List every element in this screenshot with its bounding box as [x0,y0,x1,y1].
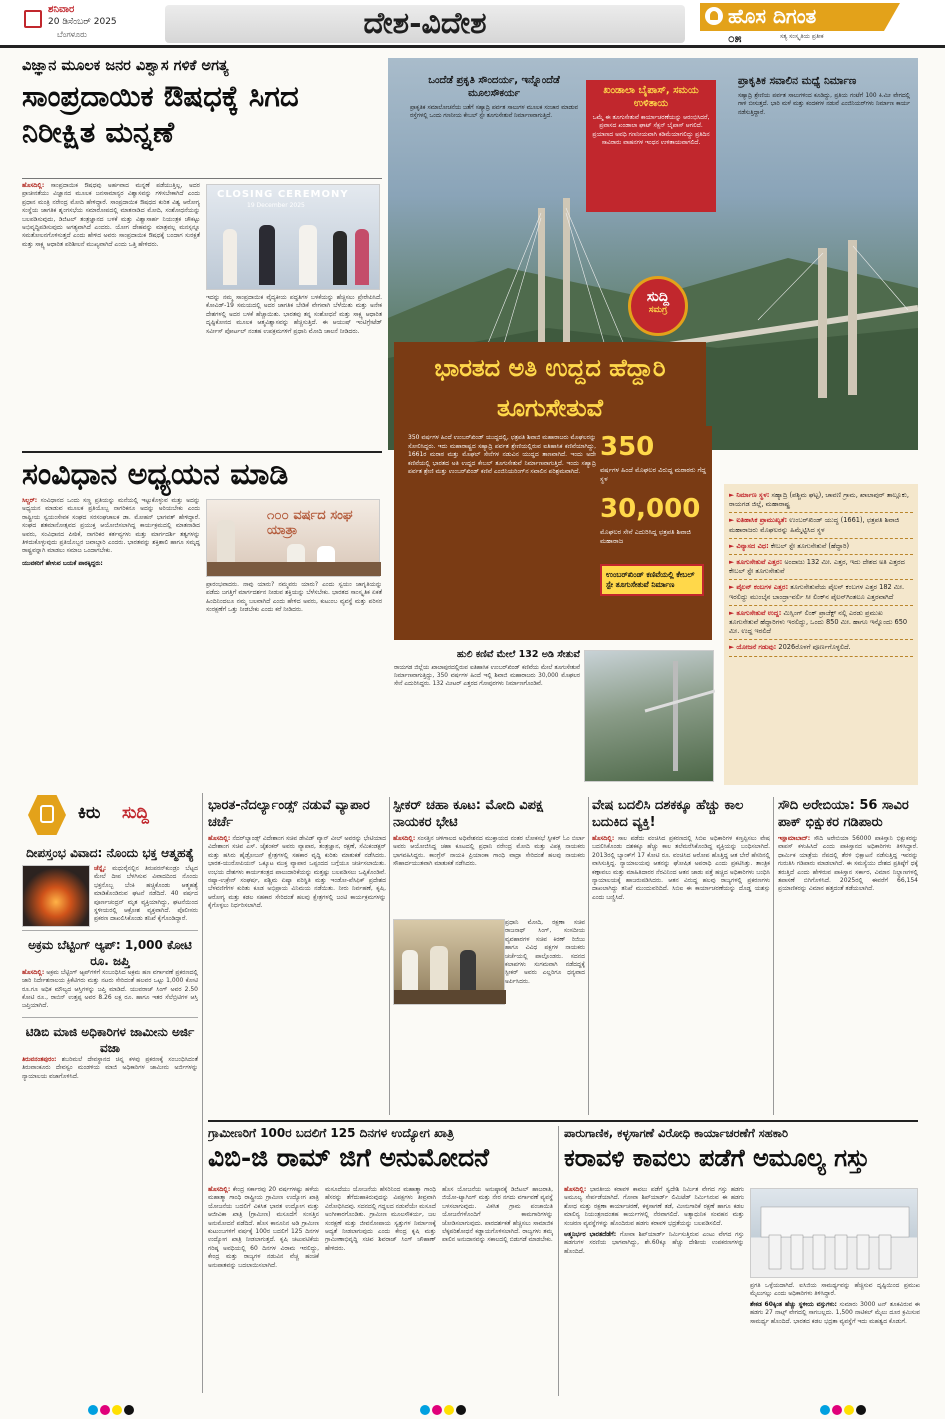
info-label: ನಿರ್ಮಾಣ ಸ್ಥಳ: [736,491,770,499]
story-kicker: ಪಾರುಗಾಣಿಕ, ಕಳ್ಳಸಾಗಣೆ ವಿರೋಧಿ ಕಾರ್ಯಾಚರಣೆಗೆ ಸಹಕಾರಿ [564,1126,789,1140]
dateline: ಹೊಸದಿಲ್ಲಿ: [22,182,45,189]
box-body: ಒಮ್ಮೆ ಈ ತೂಗುಸೇತುವೆ ಕಾರ್ಯಾಚರಣೆಯನ್ನು ಆರಂಭಿಸಿದರೆ, ಪ್ರವಾಸದ ಖಂಡಾಲಾ ಘಾಟ್ ಸೆಕ್ಷನ್ ಬೈಪಾಸ್ ಆಗಲಿದೆ. ಪ್ರಯಾಣದ ಅವಧಿ ಗಣನೀಯವಾಗಿ ಕಡಿಮೆಯಾಗಲಿದ್ದು ಪ್ರತಿದಿನ ಸಾವಿರಾರು ವಾಹನಗಳ ಇಂಧನ ಉಳಿತಾಯವಾಗಲಿದೆ. [592,114,710,147]
kiru-suddi-banner [22,793,198,839]
kiru-item2-headline: ಅಕ್ರಮ ಬೆಟ್ಟಿಂಗ್ ಆ್ಯಪ್: 1,000 ಕೋಟಿ ರೂ. ಜಪ್ತಿ [28,937,192,968]
kiru-item3-body: ಶಬರಿಮಲೆ ದೇವಸ್ಥಾನದ ಚಿನ್ನ ಕಳವು ಪ್ರಕರಣಕ್ಕೆ ಸಂಬಂಧಿಸಿದಂತೆ ತಿರುವಾಂಕೂರು ದೇವಸ್ವಂ ಮಂಡಳಿಯ ಮಾಜಿ ಅಧಿಕಾರಿಗಳ ಜಾಮೀನು ಅರ್ಜಿಗಳನ್ನು ನ್ಯಾಯಾಲಯ ವಜಾಗೊಳಿಸಿದೆ. [22,1055,198,1080]
story-body: ಸಾಂಪ್ರದಾಯಿಕ ಔಷಧವು ಅರ್ಹವಾದ ಮನ್ನಣೆ ಪಡೆಯುತ್ತಿಲ್ಲ, ಅದರ ಪ್ರಾಚೀನತೆಯು ವಿಜ್ಞಾನದ ಮೂಲಕ ಜನಸಾಮಾನ್ಯರ ವಿಶ್ವಾಸವನ್ನು ಗಳಿಸಬೇಕಾಗಿದೆ ಎಂದು ಪ್ರಧಾನ ಮಂತ್ರಿ ನರೇಂದ್ರ ಮೋದಿ ಹೇಳಿದ್ದಾರೆ. ಸಾಂಪ್ರದಾಯಿಕ ಔಷಧದ ಕುರಿತ ವಿಶ್ವ ಆರೋಗ್ಯ ಸಂಸ್ಥೆಯ ಜಾಗತಿಕ ಶೃಂಗಸಭೆಯ ಸಮಾರೋಪದಲ್ಲಿ ಮಾತನಾಡಿದ ಮೋದಿ, ಸಂಶೋಧನೆಯನ್ನು ಬಲಪಡಿಸುವುದು, ಡಿಜಿಟಲ್ ತಂತ್ರಜ್ಞಾನದ ಬಳಕೆ ಮತ್ತು ವಿಶ್ವಾಸಾರ್ಹ ನಿಯಂತ್ರಕ ಚೌಕಟ್ಟು ಅಭಿವೃದ್ಧಿಪಡಿಸುವುದು ಅಗತ್ಯವಾಗಿದೆ ಎಂದರು. ಯೋಗ ದೇಹವನ್ನು ಮಾತ್ರವಲ್ಲ ಮನಸ್ಸನ್ನೂ ಸಮತೋಲನಗೊಳಿಸುತ್ತದೆ ಎಂದು ಹೇಳಿದ ಅವರು ಸಾಂಪ್ರದಾಯಿಕ ಔಷಧಕ್ಕೆ ಬಂದಾಗ ಸುರಕ್ಷತೆ ಮತ್ತು ಸಾಕ್ಷ್ಯ ಆಧಾರಿತ ಪರಿಶೀಲನೆ ಮುಖ್ಯವಾಗಿದೆ ಎಂದು ಒತ್ತಿ ಹೇಳಿದರು. [22,182,200,248]
info-bullet-icon: ► [729,608,737,617]
story-body: ಸಂಸತ್ತಿನ ಚಳಿಗಾಲದ ಅಧಿವೇಶನದ ಮುಕ್ತಾಯದ ನಂತರ ಲೋಕಸಭೆ ಸ್ಪೀಕರ್ ಓಂ ಬಿರ್ಲಾ ಅವರು ಆಯೋಜಿಸಿದ್ದ ಚಹಾ ಕೂಟದಲ್ಲಿ ಪ್ರಧಾನಿ ನರೇಂದ್ರ ಮೋದಿ ಮತ್ತು ವಿಪಕ್ಷ ನಾಯಕರು ಭಾಗವಹಿಸಿದ್ದರು. ಕಾಂಗ್ರೆಸ್ ನಾಯಕಿ ಪ್ರಿಯಾಂಕಾ ಗಾಂಧಿ ವಾದ್ರಾ ಸೇರಿದಂತೆ ಹಲವು ನಾಯಕರು ಸೌಹಾರ್ದಯುತವಾಗಿ ಮಾತುಕತೆ ನಡೆಸಿದರು. [393,835,585,868]
info-bullet-icon: ► [729,516,737,525]
story-headline: ಸೌದಿ ಅರೇಬಿಯಾ: 56 ಸಾವಿರ ಪಾಕ್ ಭಿಕ್ಷುಕರ ಗಡಿಪಾರು [778,798,909,830]
stat-box: ಉಂಬರ್‌ಖಿಂಡ್ ಕಣಿವೆಯಲ್ಲಿ ಕೇಬಲ್ ಸ್ಟೇ ತೂಗುಸೇತುವೆ ನಿರ್ಮಾಣ [600,564,704,596]
date-label: 20 ಡಿಸೆಂಬರ್ 2025 [48,17,117,27]
stat2-label: ಮೊಘಲರ ಸೇನೆ ಎದುರಿಸಿದ್ದ ಛತ್ರಪತಿ ಶಿವಾಜಿ ಮಹಾರಾಜ [600,528,691,545]
valley-photo [584,650,714,782]
highlight-label: ಶೇಕಡ 60ಕ್ಕಿಂತ ಹೆಚ್ಚು ಸ್ಥಳೀಯ ವಸ್ತುಗಳು: [750,1300,837,1308]
badge-line2: ಸಮಗ್ರ [648,305,668,315]
story-body-3: ಹೊಸ ಯೋಜನೆಯ ಅನುಷ್ಠಾನಕ್ಕೆ ಡಿಜಿಟಲ್ ಹಾಜರಾತಿ, ಜಿಯೋ-ಟ್ಯಾಗಿಂಗ್ ಮತ್ತು ನೇರ ನಗದು ವರ್ಗಾವಣೆ ವ್ಯವಸ್ಥೆ ಬಳಸಲಾಗುವುದು. ವಿಕಸಿತ ಗ್ರಾಮ ಪಂಚಾಯಿತಿ ಯೋಜನೆಗಳೊಂದಿಗೆ ಕಾಮಗಾರಿಗಳನ್ನು ಜೋಡಿಸಲಾಗುವುದು. ಪಾರದರ್ಶಕತೆ ಹೆಚ್ಚಿಸಲು ಸಾಮಾಜಿಕ ಲೆಕ್ಕಪರಿಶೋಧನೆ ಕಡ್ಡಾಯಗೊಳಿಸಲಾಗಿದೆ. ರಾಜ್ಯಗಳು ತಮ್ಮ ಪಾಲಿನ ಅನುದಾನವನ್ನು ಸಕಾಲದಲ್ಲಿ ಬಿಡುಗಡೆ ಮಾಡಬೇಕು. [442,1186,553,1244]
info-text: ಅಂದಾಜು 132 ಮೀ. ಎತ್ತರ, ಇದು ದೇಶದ ಅತಿ ಎತ್ತರದ ಕೇಬಲ್ ಸ್ಟೇ ತೂಗುಸೇತುವೆ [729,558,905,576]
story-speaker-tea [393,797,585,1115]
brand-tagline: ಸತ್ಯ ಸಂಸ್ಕೃತಿಯ ಪ್ರತೀಕ [780,33,824,40]
story-body-2: ಮಸೂದೆಯು ಯೋಜನೆಯ ಹೆಸರಿನಿಂದ ಮಹಾತ್ಮಾ ಗಾಂಧಿ ಹೆಸರನ್ನು ತೆಗೆದುಹಾಕಿರುವುದನ್ನು ವಿಪಕ್ಷಗಳು ತೀವ್ರವಾಗಿ ವಿರೋಧಿಸಿದವು. ಸದನದಲ್ಲಿ ಗದ್ದಲದ ನಡುವೆಯೇ ಮಸೂದೆ ಅಂಗೀಕಾರಗೊಂಡಿತು. ಗ್ರಾಮೀಣ ಮೂಲಸೌಕರ್ಯ, ಜಲ ಸಂರಕ್ಷಣೆ ಮತ್ತು ಜೀವನೋಪಾಯ ಸ್ವತ್ತುಗಳ ನಿರ್ಮಾಣಕ್ಕೆ ಆದ್ಯತೆ ನೀಡಲಾಗುವುದು ಎಂದು ಕೇಂದ್ರ ಕೃಷಿ ಮತ್ತು ಗ್ರಾಮೀಣಾಭಿವೃದ್ಧಿ ಸಚಿವ ಶಿವರಾಜ್ ಸಿಂಗ್ ಚೌಹಾಣ್ ಹೇಳಿದರು. [325,1186,436,1252]
bridge-headline-panel [394,342,706,438]
story-subhead-body: ಗೋವಾ ಶಿಪ್‌ಯಾರ್ಡ್ ನಿರ್ಮಿಸುತ್ತಿರುವ ಎಂಟು ವೇಗದ ಗಸ್ತು ಹಡಗುಗಳ ಸರಣಿಯ ಭಾಗವಾಗಿದ್ದು, ಶೇ.60ಕ್ಕೂ ಹೆಚ್ಚು ದೇಶೀಯ ಉಪಕರಣಗಳನ್ನು ಹೊಂದಿದೆ. [564,1231,744,1255]
info-bullet-icon: ► [729,558,737,567]
suddi-samagra-badge [628,276,688,336]
box-title: ಖಂಡಾಲಾ ಬೈಪಾಸ್, ಸಮಯ ಉಳಿತಾಯ [603,85,699,109]
info-item [729,488,913,513]
kiru-item1-headline: ದೀಪಸ್ತಂಭ ವಿವಾದ: ನೊಂದು ಭಕ್ತ ಆತ್ಮಹತ್ಯೆ [26,846,194,860]
section-title: ದೇಶ-ವಿದೇಶ [363,6,487,41]
info-label: ತೂಗುಸೇತುವೆ ಉದ್ದ: [736,608,782,617]
kiru-item3-headline: ಟಿಡಿಬಿ ಮಾಜಿ ಅಧಿಕಾರಿಗಳ ಜಾಮೀನು ಅರ್ಜಿ ವಜಾ [25,1024,195,1055]
story-subhead: ಯುವಕರಿಗೆ ಹೇಳುವ ಬಯಕೆ ಪಾಠಕ್ಕಿದ್ದರು: [22,559,103,567]
info-item [729,606,913,641]
photo-overlay-date: 19 December 2025 [247,202,305,209]
story-headline: ಸಾಂಪ್ರದಾಯಿಕ ಔಷಧಕ್ಕೆ ಸಿಗದ ನಿರೀಕ್ಷಿತ ಮನ್ನಣೆ [22,79,299,149]
subhead-challenge: ಪ್ರಾಕೃತಿಕ ಸವಾಲಿನ ಮಧ್ಯೆ ನಿರ್ಮಾಣ [738,75,857,87]
kiru-item1-body: ಮಧುರೈನಲ್ಲಿನ ತಿರುಪರನ್‌ಕುಂಡ್ರಂ ಬೆಟ್ಟದ ಮೇಲೆ ದೀಪ ಬೆಳಗಿಸುವ ವಿವಾದದಿಂದ ನೊಂದು ಭಕ್ತನೊಬ್ಬ ಬೆಂಕಿ ಹಚ್ಚಿಕೊಂಡು ಆತ್ಮಹತ್ಯೆ ಮಾಡಿಕೊಂಡಿರುವ ಘಟನೆ ನಡೆದಿದೆ. 40 ವರ್ಷದ ಪೂರ್ಣಚಂದ್ರನ್ ಮೃತ ವ್ಯಕ್ತಿಯಾಗಿದ್ದು, ಘಟನೆಯಿಂದ ಸ್ಥಳೀಯರಲ್ಲಿ ಆಕ್ರೋಶ ವ್ಯಕ್ತವಾಗಿದೆ. ಪೊಲೀಸರು ಪ್ರಕರಣ ದಾಖಲಿಸಿಕೊಂಡು ತನಿಖೆ ಕೈಗೊಂಡಿದ್ದಾರೆ. [94,865,198,923]
section-bar [165,5,685,43]
subhead-challenge-body: ಸಹ್ಯಾದ್ರಿ ಶ್ರೇಣಿಯ ಪರ್ವತ ಸಾಲುಗಳಿಂದ ಕೂಡಿದ್ದು, ಪ್ರತಿಯ ಗಂಟೆಗೆ 100 ಕಿ.ಮೀ ವೇಗದಲ್ಲಿ ಗಾಳಿ ಬೀಸುತ್ತದೆ. ಭಾರಿ ಮಳೆ ಮತ್ತು ಕಂದಕಗಳ ನಡುವೆ ಎಂಜಿನಿಯರ್‌ಗಳು ನಿರ್ಮಾಣ ಕಾರ್ಯ ನಡೆಸುತ್ತಿದ್ದಾರೆ. [738,93,910,116]
story-saudi-deportation [778,797,918,1115]
rss-event-photo [206,499,380,577]
info-text: ಸಹ್ಯಾದ್ರಿ (ಪಶ್ಚಿಮ ಘಟ್ಟ), ಚಾವಣಿ ಗ್ರಾಮ, ಖಾಲಾಪುರ್ ತಾಲ್ಲೂಕು, ರಾಯಗಡ ಜಿಲ್ಲೆ, ಮಹಾರಾಷ್ಟ್ರ [729,491,909,509]
story-body: ಕೇಂದ್ರ ಸರ್ಕಾರವು 20 ವರ್ಷಗಳಷ್ಟು ಹಳೆಯ ಮಹಾತ್ಮಾ ಗಾಂಧಿ ರಾಷ್ಟ್ರೀಯ ಗ್ರಾಮೀಣ ಉದ್ಯೋಗ ಖಾತ್ರಿ ಯೋಜನೆಯ ಬದಲಿಗೆ ವಿಕಸಿತ ಭಾರತ ಉದ್ಯೋಗ ಮತ್ತು ಆಜೀವಿಕಾ ಖಾತ್ರಿ (ಗ್ರಾಮೀಣ) ಮಸೂದೆಗೆ ಸಂಸತ್ತಿನ ಅನುಮೋದನೆ ಪಡೆದಿದೆ. ಹೊಸ ಕಾನೂನಿನ ಅಡಿ ಗ್ರಾಮೀಣ ಕುಟುಂಬಗಳಿಗೆ ವರ್ಷಕ್ಕೆ 100ರ ಬದಲಿಗೆ 125 ದಿನಗಳ ಉದ್ಯೋಗ ಖಾತ್ರಿ ನೀಡಲಾಗುತ್ತದೆ. ಕೃಷಿ ಚಟುವಟಿಕೆಯ ಗರಿಷ್ಠ ಅವಧಿಯಲ್ಲಿ 60 ದಿನಗಳ ವಿರಾಮ ಇರಲಿದ್ದು, ಕೇಂದ್ರ ಮತ್ತು ರಾಜ್ಯಗಳ ನಡುವಿನ ವೆಚ್ಚ ಹಂಚಿಕೆ ಅನುಪಾತವನ್ನು ಬದಲಾಯಿಸಲಾಗಿದೆ. [208,1186,319,1269]
story-body: ಸಾಲ ಪಡೆದು ವಂಚಿಸಿದ ಪ್ರಕರಣದಲ್ಲಿ ಸಿಬಿಐ ಅಧಿಕಾರಿಗಳ ಕಣ್ತಪ್ಪಿಸಲು ವೇಷ ಬದಲಿಸಿಕೊಂಡು ದಶಕಕ್ಕೂ ಹೆಚ್ಚು ಕಾಲ ತಲೆಮರೆಸಿಕೊಂಡಿದ್ದ ವ್ಯಕ್ತಿಯನ್ನು ಬಂಧಿಸಲಾಗಿದೆ. 2013ರಲ್ಲಿ ಬ್ಯಾಂಕ್‌ಗೆ 17 ಕೋಟಿ ರೂ. ವಂಚಿಸಿದ ಆರೋಪ ಹೊತ್ತಿದ್ದ ಆತ ಬೇರೆ ಹೆಸರಿನಲ್ಲಿ ವಾಸಿಸುತ್ತಿದ್ದ. ನ್ಯಾಯಾಲಯವು ಆತನನ್ನು ಘೋಷಿತ ಅಪರಾಧಿ ಎಂದು ಪ್ರಕಟಿಸಿತ್ತು. ತಾಂತ್ರಿಕ ಕಣ್ಗಾವಲು ಮತ್ತು ಮಾಹಿತಿದಾರರ ನೆರವಿನಿಂದ ಆತನ ಜಾಡು ಪತ್ತೆ ಹಚ್ಚಿದ ಅಧಿಕಾರಿಗಳು ಬಂಧಿಸಿ ನ್ಯಾಯಾಲಯಕ್ಕೆ ಹಾಜರುಪಡಿಸಿದರು. ಆತನ ವಿರುದ್ಧ ಹಲವು ರಾಜ್ಯಗಳಲ್ಲಿ ಪ್ರಕರಣಗಳು ದಾಖಲಾಗಿದ್ದು ತನಿಖೆ ಮುಂದುವರಿದಿದೆ. ಸಿಬಿಐ ಈ ಕಾರ್ಯಾಚರಣೆಯನ್ನು ದೊಡ್ಡ ಯಶಸ್ಸು ಎಂದು ಬಣ್ಣಿಸಿದೆ. [592,835,770,901]
mini-headline: ಹುಲಿ ಕಣಿವೆ ಮೇಲೆ 132 ಅಡಿ ಸೇತುವೆ [456,649,580,660]
info-text: ಮಿಸ್ಸಿಂಗ್ ಲಿಂಕ್ ಪ್ರಾಜೆಕ್ಟ್ ನಲ್ಲಿ ಎರಡು ಪ್ರಮುಖ ತೂಗುಸೇತುವೆ ಹೆದ್ದಾರಿಗಳು ಇರಲಿದ್ದು, ಒಂದು 850 ಮೀ. ಹಾಗೂ ಇನ್ನೊಂದು 650 ಮೀ. ಉದ್ದ ಇರಲಿದೆ [729,608,908,636]
bridge-headline: ಭಾರತದ ಅತಿ ಉದ್ದದ ಹೆದ್ದಾರಿ ತೂಗುಸೇತುವೆ [434,353,666,422]
badge-line1: ಸುದ್ದಿ [646,289,670,305]
dateline: ಚೆನ್ನೈ: [94,865,107,872]
city-label: ಬೆಂಗಳೂರು [57,30,87,39]
info-bullet-icon: ► [729,491,737,499]
kiru-suddi-column [22,793,198,1393]
lotus-logo-icon [705,7,723,25]
story-coast-guard [564,1126,920,1396]
info-item [729,580,913,605]
bridge-info-panel [724,484,918,785]
story-body-continued: ಇದನ್ನು ನಮ್ಮ ಸಾಂಪ್ರದಾಯಿಕ ವೈದ್ಯಕೀಯ ಪದ್ಧತಿಗಳ ಬಳಕೆಯನ್ನು ಹೆಚ್ಚಿಸಲು ಪ್ರೇರೇಪಿಸಿದೆ. ಕೋವಿಡ್-19 ಸಮಯದಲ್ಲಿ ಅದರ ಜಾಗತಿಕ ಬೇಡಿಕೆ ವೇಗವಾಗಿ ಬೆಳೆಯಿತು ಮತ್ತು ಅನೇಕ ದೇಶಗಳಲ್ಲಿ ಅದರ ಬಳಕೆ ಹೆಚ್ಚಾಯಿತು. ಭಾರತವು ತನ್ನ ಸಂಶೋಧನೆ ಮತ್ತು ಸಾಕ್ಷ್ಯ ಆಧಾರಿತ ದೃಷ್ಟಿಕೋನದ ಮೂಲಕ ಆತ್ಮವಿಶ್ವಾಸವನ್ನು ಹೆಚ್ಚಿಸುತ್ತಿದೆ. ಈ ಆಯುಷ್ ಇಂಟಿಗ್ರೇಟೆಡ್ ಸರ್ವೀಸ್ ಪೋರ್ಟಲ್ ನಂತಹ ಉಪಕ್ರಮಗಳಿಗೆ ಪ್ರಧಾನಿ ಮೋದಿ ಚಾಲನೆ ನೀಡಿದರು. [206,294,382,335]
photo-banner-text: ೧೦೦ ವರ್ಷದ ಸಂಘ ಯಾತ್ರಾ [267,508,353,538]
story-headline: ವೇಷ ಬದಲಿಸಿ ದಶಕಕ್ಕೂ ಹೆಚ್ಚು ಕಾಲ ಬದುಕಿದ ವ್ಯಕ್ತಿ! [592,798,744,830]
brand-block [700,3,920,45]
info-label: ಐತಿಹಾಸಿಕ ಪ್ರಾಮುಖ್ಯತೆ: [736,516,788,525]
info-text: ತೂಗುಸೇತುವೆಯ ಪೈಲನ್ ಕಂಬಗಳ ಎತ್ತರ 182 ಮೀ. ಇರಲಿದ್ದು ಮುಂಬೈನ ಬಾಂದ್ರಾ-ವರ್ಲಿ ಸೀ ಲಿಂಕ್‌ನ ಪೈಲನ್‌ಗಿಂತಲೂ ಎತ್ತರವಾಗಿದೆ [729,583,905,601]
stat1-value: 350 [600,432,655,462]
photo-caption: ಪ್ರಗತಿ ಒಳ್ಳೆಯದಾಗಿದೆ. ಐಸಿಜಿಯ ಸಾಮರ್ಥ್ಯವನ್ನು ಹೆಚ್ಚಿಸುವ ದೃಷ್ಟಿಯಿಂದ ಪ್ರಮುಖ ಮೈಲುಗಲ್ಲು ಎಂದು ಅಧಿಕಾರಿಗಳು ತಿಳಿಸಿದ್ದಾರೆ. [750,1282,920,1298]
dateline: ಸಿಲ್ಚರ್: [22,497,38,504]
story-headline: ಭಾರತ-ನೆದರ್ಲ್ಯಾಂಡ್ಸ್ ನಡುವೆ ವ್ಯಾಪಾರ ಚರ್ಚೆ [208,798,370,830]
info-list [729,488,913,657]
hand-logo-icon [28,795,66,835]
story-headline: ಸಂವಿಧಾನ ಅಧ್ಯಯನ ಮಾಡಿ [22,457,289,492]
suddi-label: ಸುದ್ದಿ [122,803,149,823]
info-item [729,640,913,656]
story-body: ಸಂವಿಧಾನದ ಒಂದು ಸಣ್ಣ ಪ್ರತಿಯನ್ನು ಮನೆಯಲ್ಲಿ ಇಟ್ಟುಕೊಳ್ಳುವ ಮತ್ತು ಅದನ್ನು ಅಧ್ಯಯನ ಮಾಡುವ ಮೂಲಕ ಪ್ರತಿಯೊಬ್ಬ ನಾಗರಿಕನೂ ಅದನ್ನು ಅರಿಯಬೇಕು ಎಂದು ರಾಷ್ಟ್ರೀಯ ಸ್ವಯಂಸೇವಕ ಸಂಘದ ಸರಸಂಘಚಾಲಕ ಡಾ. ಮೋಹನ್ ಭಾಗವತ್ ಹೇಳಿದ್ದಾರೆ. ಸಂಘದ ಶತಮಾನೋತ್ಸವದ ಪ್ರಯುಕ್ತ ಆಯೋಜಿಸಲಾಗಿದ್ದ ಕಾರ್ಯಕ್ರಮದಲ್ಲಿ ಮಾತನಾಡಿದ ಅವರು, ಸಂವಿಧಾನದ ಪೀಠಿಕೆ, ನಾಗರಿಕರ ಕರ್ತವ್ಯಗಳು ಮತ್ತು ಮಾರ್ಗದರ್ಶಿ ತತ್ವಗಳನ್ನು ತಿಳಿದುಕೊಳ್ಳುವುದು ಪ್ರತಿಯೊಬ್ಬರ ಜವಾಬ್ದಾರಿ ಎಂದರು. ಭಾರತವನ್ನು ಶಕ್ತಿಶಾಲಿ ಹಾಗೂ ಸಮೃದ್ಧ ರಾಷ್ಟ್ರವನ್ನಾಗಿ ಮಾಡಲು ಸಮಾಜ ಒಂದಾಗಬೇಕು. [22,497,200,555]
info-bullet-icon: ► [729,541,737,550]
info-item [729,539,913,555]
info-text: ಉಂಬರ್‌ಖಿಂಡ್ ಯುದ್ಧ (1661), ಛತ್ರಪತಿ ಶಿವಾಜಿ ಮಹಾರಾಜರು ಮೊಘಲರನ್ನು ಹಿಮ್ಮೆಟ್ಟಿಸಿದ ಸ್ಥಳ [729,516,900,534]
info-text: ಕೇಬಲ್ ಸ್ಟೇ ತೂಗುಸೇತುವೆ (ಹೆದ್ದಾರಿ) [770,541,850,550]
info-label: ವಿನ್ಯಾಸದ ವಿಧ: [736,541,769,550]
story-traditional-medicine [22,58,382,448]
day-label: ಶನಿವಾರ [48,4,75,15]
dateline: ಹೊಸದಿಲ್ಲಿ: [208,1186,231,1193]
info-item [729,513,913,538]
story-headline: ಕರಾವಳಿ ಕಾವಲು ಪಡೆಗೆ ಅಮೂಲ್ಯ ಗಸ್ತು [564,1143,870,1172]
story-vbg-ram-g [208,1126,553,1396]
bridge-body: 350 ವರ್ಷಗಳ ಹಿಂದೆ ಉಂಬರ್‌ಖಿಂಡ್ ಯುದ್ಧದಲ್ಲಿ, ಛತ್ರಪತಿ ಶಿವಾಜಿ ಮಹಾರಾಜರು ಮೊಘಲರನ್ನು ಸೋಲಿಸಿದ್ದರು. ಇದು ಮಹಾರಾಷ್ಟ್ರದ ಸಹ್ಯಾದ್ರಿ ಪರ್ವತ ಶ್ರೇಣಿಯಲ್ಲಿರುವ ಐತಿಹಾಸಿಕ ಕಣಿವೆಯಾಗಿದ್ದು, 1661ರ ಮರಾಠ ಮತ್ತು ಮೊಘಲ್ ಸೇನೆಗಳ ನಡುವಿನ ಯುದ್ಧದ ತಾಣವಾಗಿದೆ. ಇಂದು ಅದೇ ಕಣಿವೆಯಲ್ಲಿ ಭಾರತದ ಅತಿ ಉದ್ದದ ಕೇಬಲ್ ತೂಗುಸೇತುವೆ ನಿರ್ಮಾಣವಾಗುತ್ತಿದೆ. ಇಂದು ಸಹ್ಯಾದ್ರಿ ಪರ್ವತ ಶ್ರೇಣಿ ಮತ್ತು ಉಂಬರ್‌ಖಿಂಡ್ ಕಣಿವೆ ಎಂಜಿನಿಯರಿಂಗ್‌ನ ಸವಾಲಿನ ಪರಿಶ್ರಮವಾಗಿದೆ. [408,434,597,476]
calendar-icon [24,10,42,28]
kiru-label: ಕಿರು [78,803,101,823]
story-subhead: ಆತ್ಮನಿರ್ಭರ ಭಾರತದೆಡೆಗೆ: [564,1231,617,1239]
info-label: ತೂಗುಸೇತುವೆ ಎತ್ತರ: [736,558,783,567]
info-bullet-icon: ► [729,643,737,652]
story-kicker: ವಿಜ್ಞಾನ ಮೂಲಕ ಜನರ ವಿಶ್ವಾಸ ಗಳಿಕೆ ಅಗತ್ಯ [22,58,229,74]
story-headline: ಸ್ಪೀಕರ್ ಚಹಾ ಕೂಟ: ಮೋದಿ ವಿಪಕ್ಷ ನಾಯಕರ ಭೇಟಿ [393,798,544,830]
stat2-value: 30,000 [600,494,701,524]
stat1-label: ವರ್ಷಗಳ ಹಿಂದೆ ಮೊಘಲರ ವಿರುದ್ಧ ಮರಾಠರು ಗೆದ್ದ ಸ್ಥಳ [600,466,707,483]
dateline: ಹೊಸದಿಲ್ಲಿ: [564,1186,587,1193]
story-headline: ವಿಬಿ-ಜಿ ರಾಮ್ ಜಿಗೆ ಅನುಮೋದನೆ [208,1143,490,1172]
mini-body: ರಾಯಗಡ ಜಿಲ್ಲೆಯ ಖಾಲಾಪುರದಲ್ಲಿರುವ ಐತಿಹಾಸಿಕ ಉಂಬರ್‌ಖಿಂಡ್ ಕಣಿವೆಯ ಮೇಲೆ ತೂಗುಸೇತುವೆ ನಿರ್ಮಾಣವಾಗುತ್ತಿದ್ದು, 350 ವರ್ಷಗಳ ಹಿಂದೆ ಇಲ್ಲಿ ಶಿವಾಜಿ ಮಹಾರಾಜರು 30,000 ಮೊಘಲರ ಸೇನೆ ಎದುರಿಸಿದ್ದರು. 132 ಮೀಟರ್ ಎತ್ತರದ ಗೋಪುರಗಳು ನಿರ್ಮಾಣಗೊಂಡಿವೆ. [394,665,580,687]
page-number: ೦೫ [728,31,742,45]
info-item [729,555,913,580]
dateline: ಇಸ್ಲಾಮಾಬಾದ್: [778,835,811,842]
ceremony-photo [206,184,380,290]
story-body: ನೆದರ್‌ಲ್ಯಾಂಡ್ಸ್ ವಿದೇಶಾಂಗ ಸಚಿವ ಡೇವಿಡ್ ವ್ಯಾನ್ ವೀಲ್ ಅವರನ್ನು ಭೇಟಿಯಾದ ವಿದೇಶಾಂಗ ಸಚಿವ ಎಸ್. ಜೈಶಂಕರ್ ಅವರು ವ್ಯಾಪಾರ, ತಂತ್ರಜ್ಞಾನ, ರಕ್ಷಣೆ, ಸೆಮಿಕಂಡಕ್ಟರ್ ಮತ್ತು ಹಸಿರು ಹೈಡ್ರೋಜನ್ ಕ್ಷೇತ್ರಗಳಲ್ಲಿ ಸಹಕಾರ ವೃದ್ಧಿ ಕುರಿತು ಮಾತುಕತೆ ನಡೆಸಿದರು. ಭಾರತ-ಯುರೋಪಿಯನ್ ಒಕ್ಕೂಟ ಮುಕ್ತ ವ್ಯಾಪಾರ ಒಪ್ಪಂದದ ಬಗ್ಗೆಯೂ ಚರ್ಚಿಸಲಾಯಿತು. ಉಭಯ ದೇಶಗಳು ಕಾರ್ಯತಂತ್ರದ ಪಾಲುದಾರಿಕೆಯನ್ನು ಮತ್ತಷ್ಟು ಬಲಪಡಿಸಲು ಒಪ್ಪಿಕೊಂಡಿವೆ. ರಷ್ಯಾ-ಉಕ್ರೇನ್ ಸಂಘರ್ಷ, ಪಶ್ಚಿಮ ಏಷ್ಯಾ ಪರಿಸ್ಥಿತಿ ಮತ್ತು ಇಂಡೋ-ಪೆಸಿಫಿಕ್ ಪ್ರದೇಶದ ಬೆಳವಣಿಗೆಗಳ ಕುರಿತು ಕೂಡ ಅಭಿಪ್ರಾಯ ವಿನಿಮಯ ನಡೆಯಿತು. ನೀರು ನಿರ್ವಹಣೆ, ಕೃಷಿ, ಆರೋಗ್ಯ ಮತ್ತು ಕಡಲ ಸಹಕಾರ ಸೇರಿದಂತೆ ಹಲವು ಕ್ಷೇತ್ರಗಳಲ್ಲಿ ಜಂಟಿ ಕಾರ್ಯಕ್ರಮಗಳನ್ನು ಕೈಗೊಳ್ಳಲು ನಿರ್ಧರಿಸಲಾಗಿದೆ. [208,835,386,910]
bridge-feature [388,58,918,785]
story-body-continued: ಪ್ರಾರಂಭವಾದರು. ನಾವು ಯಾರು? ನಮ್ಮವರು ಯಾರು? ಎಂದು ಸ್ವಯಂ ಜಾಗೃತಿಯನ್ನು ಪಡೆದು ಜಗತ್ತಿಗೆ ಮಾರ್ಗದರ್ಶನ ನೀಡುವ ಶಕ್ತಿಯನ್ನು ಬೆಳೆಸಬೇಕು. ಭಾರತದ ಸಾಂಸ್ಕೃತಿಕ ಏಕತೆ ಹಿಂದಿನಿಂದಲೂ ನಮ್ಮ ಬಲವಾಗಿದೆ ಎಂದು ಹೇಳಿದ ಅವರು, ಕುಟುಂಬ ವ್ಯವಸ್ಥೆ ಮತ್ತು ಪರಿಸರ ಸಂರಕ್ಷಣೆಗೆ ಒತ್ತು ನೀಡಬೇಕು ಎಂದು ಕರೆ ನೀಡಿದರು. [206,581,382,614]
brand-name: ಹೊಸ ದಿಗಂತ [728,4,817,28]
story-body-continued: ಪ್ರಧಾನಿ ಮೋದಿ, ರಕ್ಷಣಾ ಸಚಿವ ರಾಜನಾಥ್ ಸಿಂಗ್, ಸಂಸದೀಯ ವ್ಯವಹಾರಗಳ ಸಚಿವ ಕಿರಣ್ ರಿಜಿಜು ಹಾಗೂ ವಿವಿಧ ಪಕ್ಷಗಳ ನಾಯಕರು ಚರ್ಚೆಯಲ್ಲಿ ಪಾಲ್ಗೊಂಡರು. ಸದನದ ಕಲಾಪಗಳು ಸುಗಮವಾಗಿ ನಡೆದದ್ದಕ್ಕೆ ಸ್ಪೀಕರ್ ಅವರು ಎಲ್ಲರಿಗೂ ಧನ್ಯವಾದ ಅರ್ಪಿಸಿದರು. [505,919,585,985]
story-india-netherlands [208,797,386,1115]
khandala-bypass-box [586,80,716,212]
story-study-constitution [22,455,382,785]
photo-overlay-text: CLOSING CEREMONY [217,189,349,200]
info-bullet-icon: ► [729,583,737,592]
info-label: ಪೈಲನ್ ಕಂಬಗಳ ಎತ್ತರ: [736,583,789,592]
subhead-nature-body: ಪ್ರಾಕೃತಿಕ ಸಮಾಲೋಚನೆಯ ಜತೆಗೆ ಸಹ್ಯಾದ್ರಿ ಪರ್ವತ ಸಾಲುಗಳ ಮೂಲಕ ಸಂಚಾರ ಮಾಡುವ ರಸ್ತೆಗಳಲ್ಲಿ ಒಂದು ಗಣನೀಯ ಕೇಬಲ್ ಸ್ಟೇ ತೂಗುಸೇತುವೆ ನಿರ್ಮಾಣವಾಗುತ್ತಿದೆ. [410,105,578,120]
story-disguise [592,797,770,1115]
tea-meeting-photo [393,919,505,1005]
info-label: ಯೋಜನೆ ಗಡುವು: [736,643,777,652]
info-text: 2026ರೊಳಗೆ ಪೂರ್ಣಗೊಳ್ಳಲಿದೆ. [778,643,851,652]
dateline: ಹೊಸದಿಲ್ಲಿ: [22,968,45,976]
dateline: ತಿರುವನಂತಪುರಂ: [22,1055,57,1063]
highlight-body: ಸುಮಾರು 3000 ಟನ್ ತೂಕವಿರುವ ಈ ಹಡಗು 27 ನಾಟ್ಸ್ ವೇಗದಲ್ಲಿ ಸಾಗಬಲ್ಲದು. 1,500 ನಾಟಿಕಲ್ ಮೈಲು ದೂರ ಕ್ರಮಿಸುವ ಸಾಮರ್ಥ್ಯ ಹೊಂದಿದೆ. ಭಾರತದ ಕಡಲ ಭದ್ರತಾ ವ್ಯವಸ್ಥೆಗೆ ಇದು ಮಹತ್ವದ ಕೊಡುಗೆ. [750,1300,920,1325]
story-body: ಸೌದಿ ಅರೇಬಿಯಾ 56000 ಪಾಕಿಸ್ತಾನಿ ಭಿಕ್ಷುಕರನ್ನು ವಾಪಸ್ ಕಳುಹಿಸಿದೆ ಎಂದು ಪಾಕಿಸ್ತಾನದ ಅಧಿಕಾರಿಗಳು ತಿಳಿಸಿದ್ದಾರೆ. ಧಾರ್ಮಿಕ ಯಾತ್ರೆಯ ನೆಪದಲ್ಲಿ ತೆರಳಿ ಭಿಕ್ಷಾಟನೆ ನಡೆಸುತ್ತಿದ್ದ ಇವರನ್ನು ಗುರುತಿಸಿ ಗಡಿಪಾರು ಮಾಡಲಾಗಿದೆ. ಈ ಸಮಸ್ಯೆಯು ದೇಶದ ಪ್ರತಿಷ್ಠೆಗೆ ಧಕ್ಕೆ ತರುತ್ತಿದೆ ಎಂದು ಹೇಳಿರುವ ಪಾಕಿಸ್ತಾನ ಸರ್ಕಾರ, ವಿಮಾನ ನಿಲ್ದಾಣಗಳಲ್ಲಿ ತಪಾಸಣೆ ಬಿಗಿಗೊಳಿಸಿದೆ. 2025ರಲ್ಲಿ ಈವರೆಗೆ 66,154 ಪ್ರಯಾಣಿಕರನ್ನು ವಿಮಾನ ಹತ್ತದಂತೆ ತಡೆಯಲಾಗಿದೆ. [778,835,918,893]
subhead-nature: ಒಂದೆಡೆ ಪ್ರಕೃತಿ ಸೌಂದರ್ಯ, ಇನ್ನೊಂದೆಡೆ ಮೂಲಸೌಕರ್ಯ [428,75,560,99]
masthead [0,0,945,48]
dateline: ಹೊಸದಿಲ್ಲಿ: [592,835,615,842]
fire-photo [22,865,90,927]
dateline: ಹೊಸದಿಲ್ಲಿ: [393,835,416,842]
story-kicker: ಗ್ರಾಮೀಣರಿಗೆ 100ರ ಬದಲಿಗೆ 125 ದಿನಗಳ ಉದ್ಯೋಗ ಖಾತ್ರಿ [208,1126,454,1140]
coast-guard-photo [750,1188,918,1278]
kiru-item2-body: ಅಕ್ರಮ ಬೆಟ್ಟಿಂಗ್ ಆ್ಯಪ್‌ಗಳಿಗೆ ಸಂಬಂಧಿಸಿದ ಅಕ್ರಮ ಹಣ ವರ್ಗಾವಣೆ ಪ್ರಕರಣದಲ್ಲಿ ಜಾರಿ ನಿರ್ದೇಶನಾಲಯ ಕ್ರಿಕೆಟಿಗರು ಮತ್ತು ನಟರು ಸೇರಿದಂತೆ ಹಲವರ ಒಟ್ಟು 1,000 ಕೋಟಿ ರೂ.ಗೂ ಅಧಿಕ ಮೌಲ್ಯದ ಆಸ್ತಿಗಳನ್ನು ಜಪ್ತಿ ಮಾಡಿದೆ. ಯುವರಾಜ್ ಸಿಂಗ್ ಅವರ 2.50 ಕೋಟಿ ರೂ., ರಾಬಿನ್ ಉತ್ತಪ್ಪ ಅವರ 8.26 ಲಕ್ಷ ರೂ. ಹಾಗೂ ಇತರ ಸೆಲೆಬ್ರಿಟಿಗಳ ಆಸ್ತಿ ಜಪ್ತಿಯಾಗಿದೆ. [22,968,198,1010]
story-body: ಭಾರತೀಯ ಕರಾವಳಿ ಕಾವಲು ಪಡೆಗೆ ಸ್ವದೇಶಿ ನಿರ್ಮಿತ ವೇಗದ ಗಸ್ತು ಹಡಗು ಅಮೂಲ್ಯ ಸೇರ್ಪಡೆಯಾಗಿದೆ. ಗೋವಾ ಶಿಪ್‌ಯಾರ್ಡ್ ಲಿಮಿಟೆಡ್ ನಿರ್ಮಿಸಿರುವ ಈ ಹಡಗು ಶೋಧ ಮತ್ತು ರಕ್ಷಣಾ ಕಾರ್ಯಾಚರಣೆ, ಕಳ್ಳಸಾಗಣೆ ತಡೆ, ಮೀನುಗಾರಿಕೆ ರಕ್ಷಣೆ ಹಾಗೂ ಕಡಲ ಮಾಲಿನ್ಯ ನಿಯಂತ್ರಣದಂತಹ ಕಾರ್ಯಗಳಲ್ಲಿ ನೆರವಾಗಲಿದೆ. ಅತ್ಯಾಧುನಿಕ ಸಂವಹನ ಮತ್ತು ಸಂಚರಣ ವ್ಯವಸ್ಥೆಗಳನ್ನು ಹೊಂದಿರುವ ಹಡಗು ಕರಾವಳಿ ಭದ್ರತೆಯನ್ನು ಬಲಪಡಿಸಲಿದೆ. [564,1186,744,1227]
dateline: ಹೊಸದಿಲ್ಲಿ: [208,835,231,842]
bridge-body-panel [394,426,712,640]
